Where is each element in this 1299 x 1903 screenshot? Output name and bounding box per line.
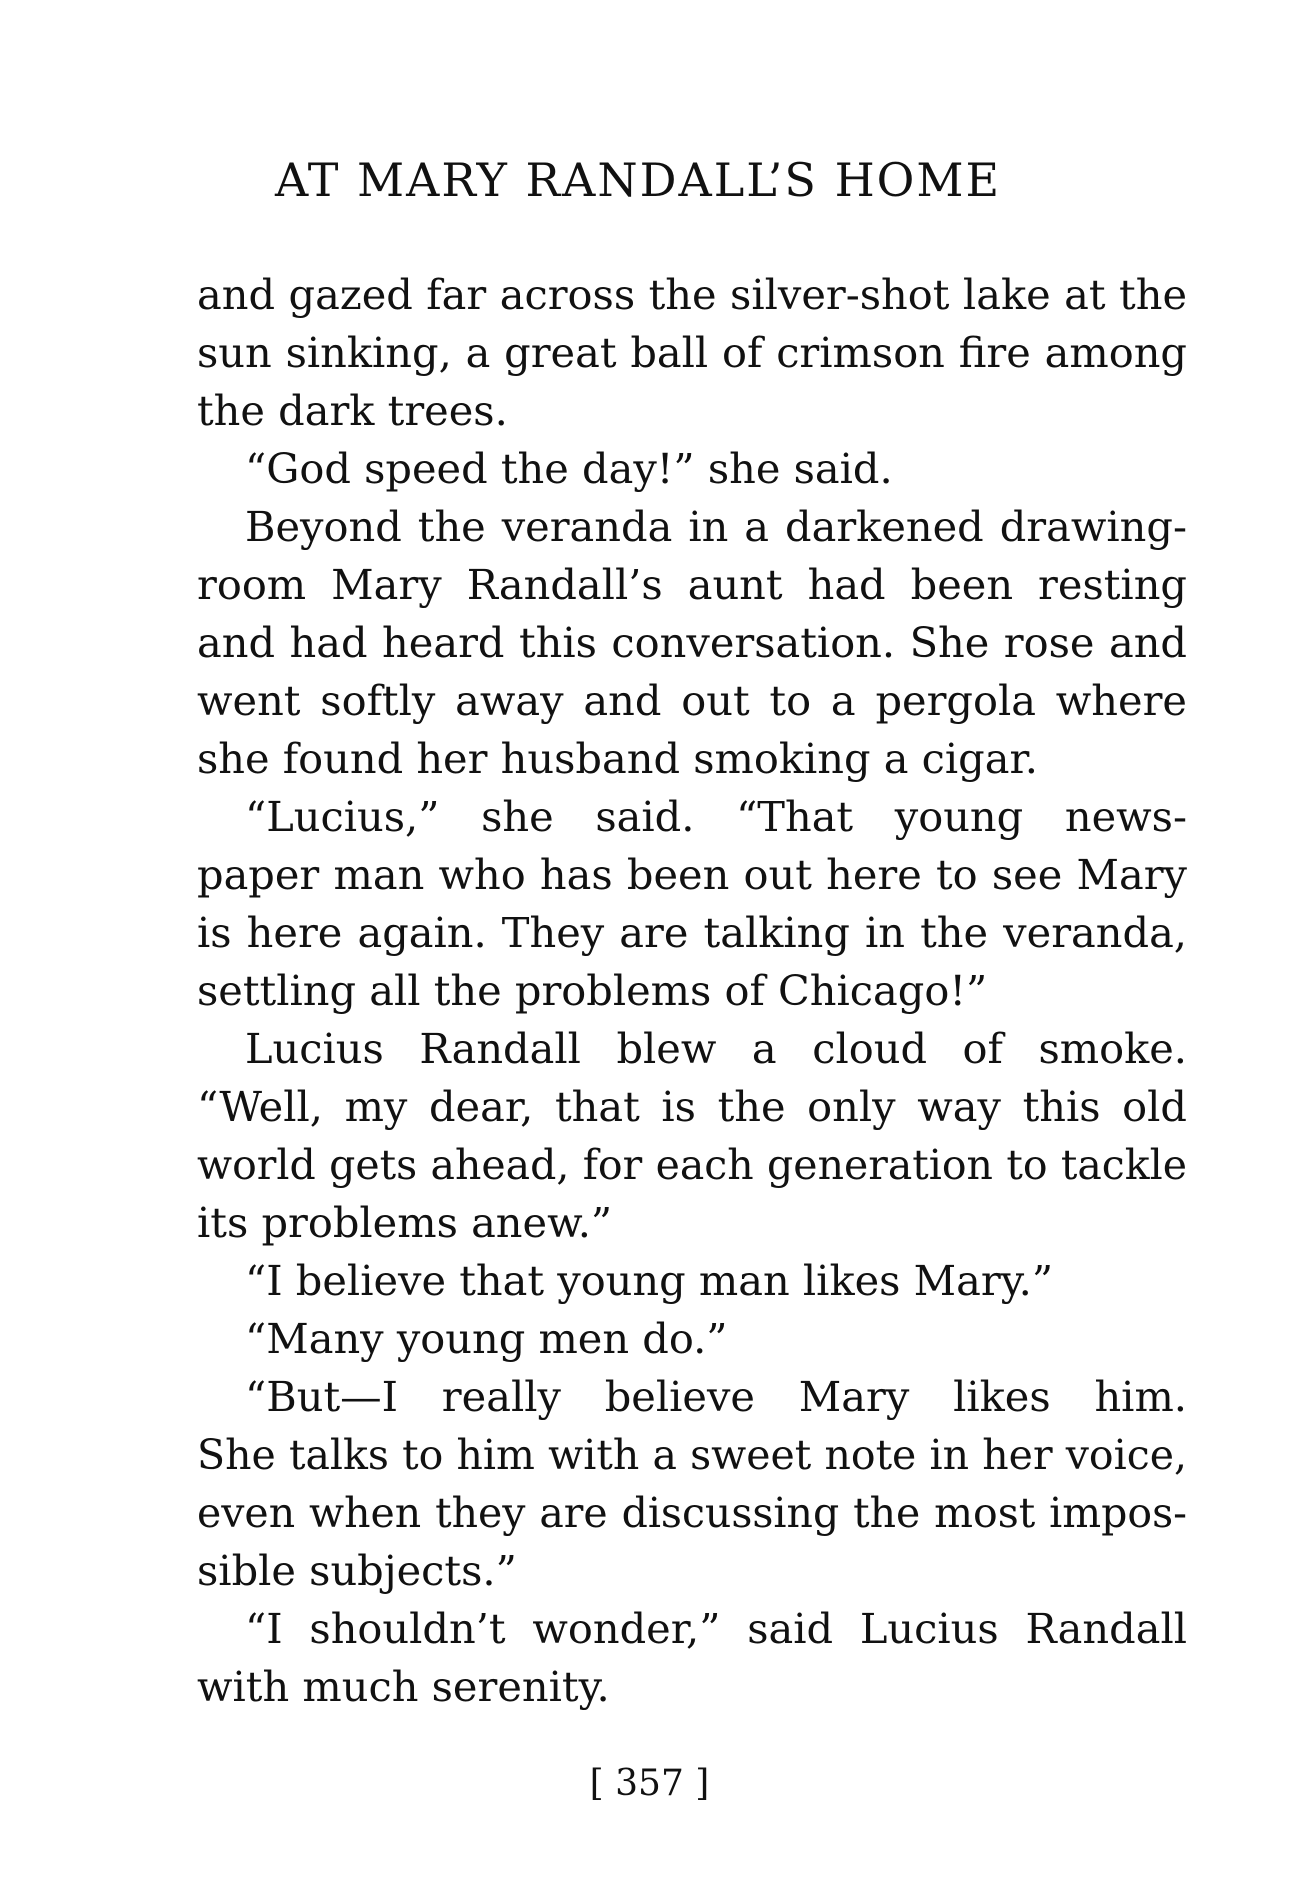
text-line: “Lucius,” she said. “That young news-: [245, 792, 1187, 841]
text-line: and gazed far across the silver-shot lake at the: [197, 270, 1187, 319]
text-line: she found her husband smoking a cigar.: [197, 734, 1038, 783]
text-line: even when they are discussing the most impos-: [197, 1489, 1187, 1537]
text-line: “Many young men do.”: [245, 1314, 728, 1363]
text-line: went softly away and out to a pergola where: [197, 676, 1187, 725]
text-line: world gets ahead, for each generation to tackle: [197, 1141, 1187, 1189]
text-line: Lucius Randall blew a cloud of smoke.: [245, 1024, 1187, 1073]
text-line: sible subjects.”: [197, 1546, 517, 1595]
text-line: paper man who has been out here to see Mary: [197, 850, 1187, 899]
text-line: its problems anew.”: [197, 1198, 613, 1247]
text-line: sun sinking, a great ball of crimson fire among: [197, 328, 1187, 377]
text-line: “But—I really believe Mary likes him.: [245, 1372, 1187, 1421]
text-line: settling all the problems of Chicago!”: [197, 966, 988, 1015]
running-head: AT MARY RANDALL’S HOME: [275, 153, 1002, 207]
text-line: Beyond the veranda in a darkened drawing-: [245, 502, 1187, 551]
text-line: “I shouldn’t wonder,” said Lucius Randall: [245, 1604, 1187, 1653]
page-number: [ 357 ]: [589, 1763, 710, 1804]
text-line: room Mary Randall’s aunt had been resting: [197, 560, 1187, 609]
text-line: the dark trees.: [197, 386, 508, 435]
text-line: “I believe that young man likes Mary.”: [245, 1256, 1054, 1305]
text-line: “Well, my dear, that is the only way this old: [197, 1082, 1187, 1131]
text-line: is here again. They are talking in the veranda,: [197, 908, 1187, 957]
text-line: “God speed the day!” she said.: [245, 444, 893, 493]
text-line: with much serenity.: [197, 1662, 610, 1711]
text-line: She talks to him with a sweet note in her voice,: [197, 1431, 1187, 1479]
body-text: [197, 266, 1187, 1716]
text-line: and had heard this conversation. She rose and: [197, 618, 1187, 667]
